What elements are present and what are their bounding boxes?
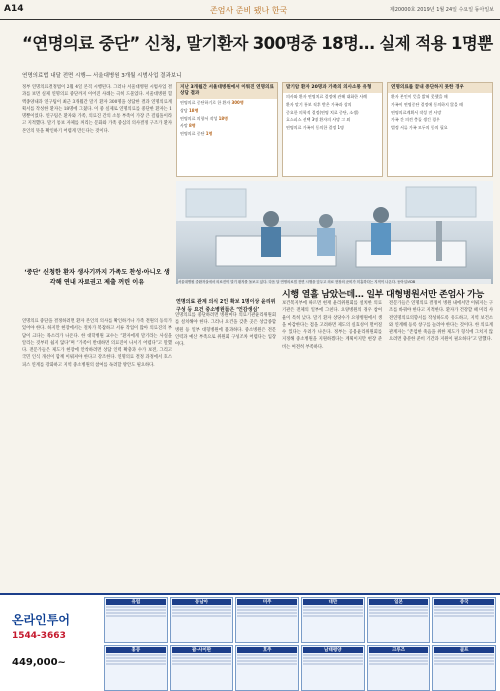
ad-region-cell: 미주 (235, 597, 299, 643)
stats-box-title: 지난 3개월간 서울대병원에서 이뤄진 연명의료 상담 결과 (177, 83, 277, 99)
ad-region-cell: 남태평양 (301, 645, 365, 691)
stats-row: 호스피스 선택 3명 환자의 사망 그 외 (286, 117, 351, 123)
stats-row: 연명의료 중단 1명 (180, 131, 213, 137)
page-number: A14 (4, 4, 24, 14)
travel-advertisement (0, 593, 500, 691)
ad-phone: 1544-3663 (12, 631, 66, 641)
stats-row: 연명의료 가족이 동의한 결정 1명 (286, 125, 344, 131)
hospital-photo (176, 181, 493, 284)
section-headline: 시행 열흘 남았는데… 일부 대형병원서만 존엄사 가능 (282, 290, 484, 300)
hospital-photo-illustration (176, 181, 493, 284)
ad-region-cell: 중국 (432, 597, 496, 643)
article-body-col4: 전문가들은 연명의료 결정이 병원 내에서만 이뤄지는 구조를 바꿔야 한다고 지적한다. 환자가 건강할 때 미리 사전연명의료의향서를 작성하도록 유도하고, 지역 보건소와 연계해 등록 창구를 늘려야 한다는 것이다. 한 의료계 관계자는 “존엄한 죽음을 위한 제도가 형식에 그치지 않으려면 충분한 준비 기간과 지원이 필요하다”고 말했다. (389, 301, 493, 343)
stats-box-failure (387, 82, 493, 177)
main-headline: “연명의료 중단” 신청, 말기환자 300명중 18명… 실제 적용 1명뿐 (22, 34, 493, 53)
ad-price: 449,000~ (12, 657, 66, 668)
ad-brand: 온라인투어 (12, 613, 70, 627)
ad-region-cell: 골프 (432, 645, 496, 691)
page-header (0, 0, 500, 20)
stats-box-consultation (176, 82, 278, 177)
stats-row: 환자 말기 통보 직후 받은 가족과 상의 (286, 101, 352, 107)
ad-region-cell: 대만 (301, 597, 365, 643)
stats-row: 가족 간 의견 충돌 생긴 경우 (391, 117, 440, 123)
article-body-col3: 보건복지부에 따르면 현재 윤리위원회를 설치한 의료기관은 전체의 일부에 그친다. 요양병원의 경우 참여율이 특히 낮다. 말기 환자 상당수가 요양병원에서 생을 마감한다는 점을 고려하면 제도의 실효성이 떨어질 수 있다는 우려가 나온다. 정부는 공용윤리위원회를 지정해 중소병원을 지원하겠다는 계획이지만 현장 준비는 여전히 부족하다. (282, 301, 382, 350)
ad-region-cell: 홍콩 (104, 645, 168, 691)
stats-box-communication (282, 82, 383, 177)
ad-region-cell: 괌·사이판 (170, 645, 234, 691)
article-subhead: ‘중단’ 신청한 환자 생사기까지 가족도 찬성·아니오 생각해 연내 자료권고 제출 꺼린 이유 (24, 269, 170, 286)
stats-row: 상담 18명 (180, 107, 199, 113)
article-body-col1b: 연명의료 중단을 결정하려면 환자 본인의 의사를 확인하거나 가족 전원의 동의가 있어야 한다. 하지만 현장에서는 절차가 복잡하고 서류 작업이 많아 의료진의 부담이 크다는 목소리가 나온다. 한 대학병원 교수는 “환자에게 말기라는 사실을 알리는 것부터 쉽지 않다”며 “가족이 반대하면 의료진이 나서기 어렵다”고 말했다. 전문가들은 제도가 현장에 안착하려면 상담 인력 확충과 수가 보전, 그리고 국민 인식 개선이 함께 이뤄져야 한다고 강조한다. 연명의료 결정 과정에서 호스피스 연계를 강화하고 지역 중소병원의 참여를 독려할 방안도 필요하다. (22, 319, 172, 368)
side-subhead: 연명의료 관계 의식 2인 확보 1명이상 윤리위 구성 등 요건 중소병원들은 ‘언감생심’ (176, 299, 276, 313)
stats-row: 환자 본인이 뜻을 밝혀 못했을 때 (391, 94, 448, 99)
ad-region-cell: 유럽 (104, 597, 168, 643)
ad-region-cell: 일본 (367, 597, 431, 643)
ad-region-cell: 동남아 (170, 597, 234, 643)
ad-logo-panel (4, 599, 100, 689)
ad-region-grid (104, 597, 496, 691)
stats-row: 가족이 연명중단 결정에 동의하지 않을 때 (391, 101, 464, 107)
ad-region-cell: 호주 (235, 645, 299, 691)
stats-row: 사망 8명 (180, 123, 196, 129)
subheadline: 연명의료법 내달 전면 시행― 서울대병원 3개월 시범사업 결과보니 (22, 73, 182, 79)
stats-box-title: 말기암 환자 20명과 가족의 의사소통 유형 (283, 83, 382, 93)
stats-row: 의사와 환자 연명치료 결정에 관해 대화한 사례 (286, 94, 368, 99)
stats-box-title: 연명의료를 끝내 중단하지 못한 경우 (388, 83, 492, 93)
photo-caption: 서울대병원 중환자실에서 의료진이 말기 환자를 돌보고 있다. 다음 달 연명의료법 전면 시행을 앞두고 의료 현장의 준비가 미흡하다는 지적이 나온다. 동아일보DB (178, 279, 491, 284)
stats-row: 법정 서류 가족 모두의 동의 필요 (391, 125, 448, 131)
stats-row: 연명의료 의향서 작성 18명 (180, 115, 229, 121)
stats-row: 중요한 의학적 결정(연명 치료 중단, 소생) (286, 109, 359, 115)
section-title: 존엄사 준비 됐나 한국 (210, 6, 288, 15)
article-body-col1: 정부 연명의료결정법이 2월 4일 본격 시행된다. 그러나 서울대병원 시범사업 결과를 보면 실제 연명의료 중단까지 이어진 사례는 극히 드물었다. 서울대병원 혈액종양내과 연구팀이 최근 3개월간 말기 환자 300명을 상담한 결과 연명의료계획서를 작성한 환자는 18명에 그쳤다. 이 중 실제로 연명의료를 중단한 환자는 1명뿐이었다. 연구팀은 환자와 가족, 의료진 간의 소통 부족이 가장 큰 걸림돌이라고 지적했다. 말기 통보 자체를 꺼리는 문화와 가족 중심의 의사결정 구조가 환자 본인의 뜻을 확인하기 어렵게 만든다는 것이다. (22, 85, 172, 134)
article-body-col2: 연명의료를 중단하려면 병원마다 의료기관윤리위원회를 설치해야 한다. 그러나 요건을 갖춘 곳은 상급종합병원 등 일부 대형병원에 불과하다. 중소병원은 전문 인력과 예산 부족으로 위원회 구성조차 어렵다는 입장이다. (175, 313, 276, 348)
stats-row: 연명의료계획서 작성 전 사망 (391, 109, 442, 115)
issue-meta: 제20000호 2019년 1월 24일 수요일 동아일보 (389, 7, 494, 13)
stats-row: 연명의료 중단하기로 한 환자 300명 (180, 100, 244, 105)
ad-region-cell: 크루즈 (367, 645, 431, 691)
